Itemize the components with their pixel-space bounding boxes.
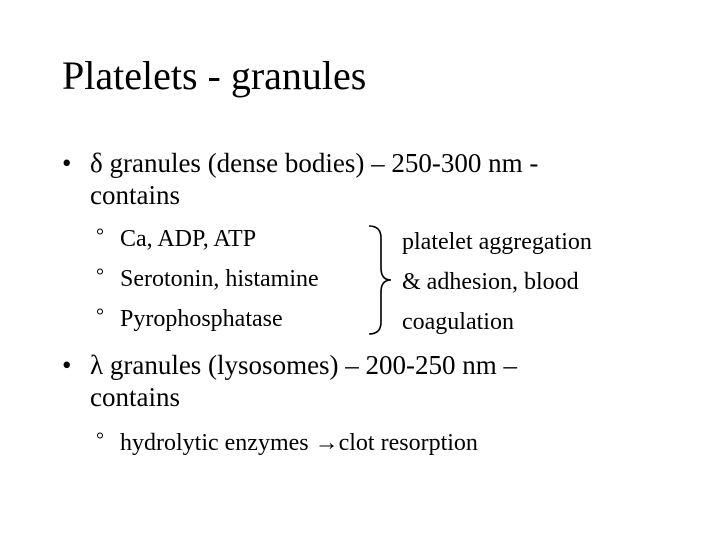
sub-item-text: hydrolytic enzymes →clot resorption: [120, 430, 478, 456]
brace-note: [402, 222, 592, 342]
slide-title: Platelets - granules: [62, 53, 367, 98]
bullet-line: λ granules (lysosomes) – 200-250 nm –: [90, 350, 518, 380]
sub-item-text: Serotonin, histamine: [120, 266, 319, 292]
sub-bullet-icon: °: [96, 429, 104, 451]
sub-bullet-icon: °: [96, 265, 104, 287]
sub-item-text: Ca, ADP, ATP: [120, 226, 257, 252]
bullet-line: δ granules (dense bodies) – 250-300 nm -: [90, 148, 539, 178]
bullet-icon: •: [62, 350, 72, 380]
brace-note-line: & adhesion, blood: [402, 269, 579, 295]
brace-note-line: coagulation: [402, 309, 514, 335]
brace-note-line: platelet aggregation: [402, 229, 592, 255]
bullet-text: [90, 349, 517, 413]
bullet-text: [90, 147, 538, 211]
bullet-line: contains: [90, 180, 180, 210]
bullet-icon: •: [62, 148, 72, 178]
sub-item-text: Pyrophosphatase: [120, 306, 283, 332]
sub-bullet-icon: °: [96, 305, 104, 327]
curly-brace-icon: [365, 224, 405, 336]
sub-bullet-icon: °: [96, 225, 104, 247]
bullet-line: contains: [90, 382, 180, 412]
